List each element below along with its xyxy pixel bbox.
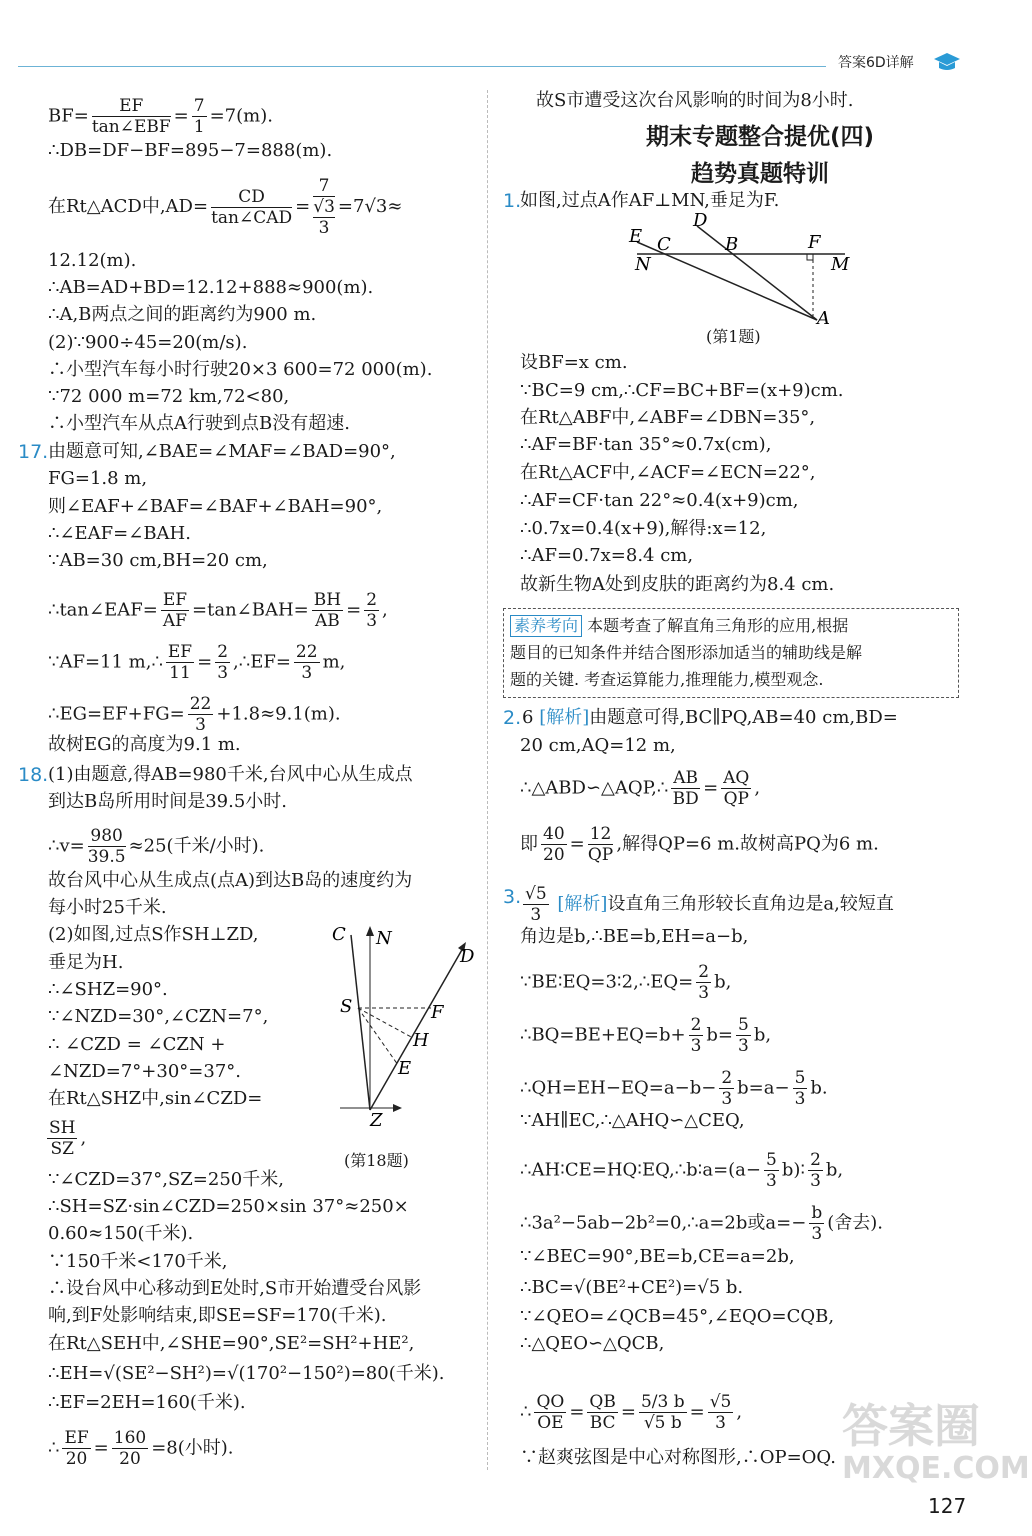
line: 0.60≈150(千米). <box>48 1223 194 1244</box>
line: ∴ $\frac{QO}{OE}$ = $\frac{QB}{BC}$ = $\frac{5/3 b}{√5 b}$ = $\frac{√5}{3}$ , <box>520 1392 743 1433</box>
figure-1 <box>625 212 855 327</box>
label-H: H <box>413 1030 429 1051</box>
line: ∴小型汽车从点A行驶到点B没有超速. <box>48 413 350 434</box>
literacy-note <box>503 608 959 698</box>
line: ∵150千米<170千米, <box>48 1251 228 1272</box>
line: ∴AB=AD+BD=12.12+888≈900(m). <box>48 277 374 298</box>
line: 故新生物A处到皮肤的距离约为8.4 cm. <box>520 574 835 595</box>
header-label: 答案6D详解 <box>838 55 914 71</box>
line: ∵AB=30 cm,BH=20 cm, <box>48 550 268 571</box>
line: ∴△QEO∽△QCB, <box>520 1333 665 1354</box>
graduation-cap-icon <box>932 50 962 74</box>
question-number: 1. <box>503 190 522 212</box>
line: ∠NZD=7°+30°=37°. <box>48 1061 241 1082</box>
line: ∵∠NZD=30°,∠CZN=7°, <box>48 1006 269 1027</box>
label-S: S <box>340 996 353 1017</box>
question-number: 18. <box>18 764 49 786</box>
line: ∴∠EAF=∠BAH. <box>48 523 191 544</box>
line: ∵BC=9 cm,∴CF=BC+BF=(x+9)cm. <box>520 380 844 401</box>
figure-1-caption: (第1题) <box>706 327 761 346</box>
note-line: 素养考向 本题考查了解直角三角形的应用,根据 <box>510 613 848 639</box>
question-number: 17. <box>18 441 49 463</box>
line: 12.12(m). <box>48 250 137 271</box>
line: ∴3a²−5ab−2b²=0,∴a=2b或a=− $\frac{b}{3}$ (舍去). <box>520 1203 883 1244</box>
line: ∴ ∠CZD = ∠CZN + <box>48 1034 226 1055</box>
label-E: E <box>629 226 643 247</box>
line: ∵BE∶EQ=3∶2,∴EQ= $\frac{2}{3}$ b, <box>520 962 732 1003</box>
line: 由题意可知,∠BAE=∠MAF=∠BAD=90°, <box>48 441 396 462</box>
line: 如图,过点A作AF⊥MN,垂足为F. <box>520 190 780 211</box>
label-E: E <box>398 1058 412 1079</box>
line: 则∠EAF+∠BAF=∠BAF+∠BAH=90°, <box>48 496 383 517</box>
label-D: D <box>460 946 475 967</box>
line: ∵72 000 m=72 km,72<80, <box>48 386 290 407</box>
line: 即 $\frac{40}{20}$ = $\frac{12}{QP}$ ,解得QP=6 m.故树高PQ为6 m. <box>520 824 879 865</box>
line: ∵AF=11 m,∴ $\frac{EF}{11}$ = $\frac{2}{3}$ ,∴EF= $\frac{22}{3}$ m, <box>48 642 346 683</box>
note-line: 题的关键. 考查运算能力,推理能力,模型观念. <box>510 670 824 689</box>
line: ∴∠SHZ=90°. <box>48 979 168 1000</box>
section-subtitle: 趋势真题特训 <box>691 161 829 187</box>
question-number: 3. <box>503 886 522 908</box>
line: ∴EH=√(SE²−SH²)=√(170²−150²)=80(千米). <box>48 1363 445 1384</box>
label-C: C <box>332 924 346 945</box>
line: ∴AH∶CE=HQ∶EQ,∴b∶a=(a− $\frac{5}{3}$ b)∶ $\frac{2}{3}$ b, <box>520 1150 844 1191</box>
page-number: 127 <box>928 1494 967 1518</box>
line: ∴SH=SZ·sin∠CZD=250×sin 37°≈250× <box>48 1196 409 1217</box>
line: ∴AF=CF·tan 22°≈0.4(x+9)cm, <box>520 490 799 511</box>
line: ∴△ABD∽△AQP,∴ $\frac{AB}{BD}$ = $\frac{AQ}{QP}$ , <box>520 768 761 809</box>
label-N: N <box>376 928 392 949</box>
line: ∴EG=EF+FG= $\frac{22}{3}$ +1.8≈9.1(m). <box>48 694 341 735</box>
label-Z: Z <box>370 1110 383 1131</box>
line: 在Rt△SHZ中,sin∠CZD= <box>48 1088 263 1109</box>
line: ∵∠CZD=37°,SZ=250千米, <box>48 1169 284 1190</box>
label-D: D <box>693 212 708 231</box>
line: 在Rt△ACF中,∠ACF=∠ECN=22°, <box>520 462 816 483</box>
header-rule <box>18 66 826 67</box>
note-line: 题目的已知条件并结合图形添加适当的辅助线是解 <box>510 643 863 662</box>
line: $\frac{SH}{SZ}$ , <box>49 1118 87 1159</box>
label-F: F <box>808 232 821 253</box>
question-number: 2. <box>503 707 522 729</box>
label-N: N <box>635 254 651 275</box>
label-F: F <box>431 1002 444 1023</box>
line: ∴BC=√(BE²+CE²)=√5 b. <box>520 1277 744 1298</box>
line: 角边是b,∴BE=b,EH=a−b, <box>520 926 749 947</box>
line: 故树EG的高度为9.1 m. <box>48 734 241 755</box>
line: ∴A,B两点之间的距离约为900 m. <box>48 304 317 325</box>
line: $\frac{√5}{3}$ [解析]设直角三角形较长直角边是a,较短直 <box>525 884 894 925</box>
label-M: M <box>831 254 850 275</box>
column-divider <box>487 90 488 1470</box>
line: (2)如图,过点S作SH⊥ZD, <box>48 924 259 945</box>
line: ∵∠BEC=90°,BE=b,CE=a=2b, <box>520 1246 795 1267</box>
line: 垂足为H. <box>48 952 124 973</box>
label-C: C <box>657 234 671 255</box>
line: 故S市遭受这次台风影响的时间为8小时. <box>536 90 854 111</box>
line: 故台风中心从生成点(点A)到达B岛的速度约为 <box>48 870 413 891</box>
line: ∵∠QEO=∠QCB=45°,∠EQO=CQB, <box>520 1306 835 1327</box>
note-badge: 素养考向 <box>510 615 582 637</box>
watermark: 答案圈 MXQE.COM <box>842 1399 1030 1486</box>
line: 到达B岛所用时间是39.5小时. <box>48 791 288 812</box>
line: 响,到F处影响结束,即SE=SF=170(千米). <box>48 1305 387 1326</box>
line: 20 cm,AQ=12 m, <box>520 735 676 756</box>
line: ∴QH=EH−EQ=a−b− $\frac{2}{3}$ b=a− $\frac{5}{3}$ b. <box>520 1068 828 1109</box>
line: 每小时25千米. <box>48 897 167 918</box>
line: 设BF=x cm. <box>520 352 628 373</box>
line: ∴BQ=BE+EQ=b+ $\frac{2}{3}$ b= $\frac{5}{3}$ b, <box>520 1015 772 1056</box>
line: ∴小型汽车每小时行驶20×3 600=72 000(m). <box>48 359 433 380</box>
line: ∴v= $\frac{980}{39.5}$ ≈25(千米/小时). <box>48 826 265 867</box>
line: ∵赵爽弦图是中心对称图形,∴OP=OQ. <box>520 1447 837 1468</box>
section-title: 期末专题整合提优(四) <box>645 124 875 150</box>
line: ∴设台风中心移动到E处时,S市开始遭受台风影 <box>48 1278 422 1299</box>
line: ∴tan∠EAF= $\frac{EF}{AF}$ =tan∠BAH= $\frac{BH}{AB}$ = $\frac{2}{3}$ , <box>48 590 388 631</box>
figure-18-caption: (第18题) <box>344 1151 409 1170</box>
label-B: B <box>725 234 739 255</box>
line: ∴EF=2EH=160(千米). <box>48 1392 246 1413</box>
line: ∴0.7x=0.4(x+9),解得:x=12, <box>520 518 767 539</box>
line: ∴ $\frac{EF}{20}$ = $\frac{160}{20}$ =8(小时). <box>48 1428 234 1469</box>
line: ∴DB=DF−BF=895−7=888(m). <box>48 140 333 161</box>
line: BF= $\frac{EF}{\text{tan∠EBF}}$ = $\frac{7}{1}$ =7(m). <box>48 96 273 137</box>
line: (1)由题意,得AB=980千米,台风中心从生成点 <box>48 764 413 785</box>
line: 在Rt△ACD中,AD= $\frac{CD}{\text{tan∠CAD}}$ = 7 √3 3 =7√3≈ <box>48 176 403 238</box>
line: ∴AF=BF·tan 35°≈0.7x(cm), <box>520 434 772 455</box>
line: (2)∵900÷45=20(m/s). <box>48 332 248 353</box>
line: 在Rt△ABF中,∠ABF=∠DBN=35°, <box>520 407 816 428</box>
line: FG=1.8 m, <box>48 468 148 489</box>
line: 在Rt△SEH中,∠SHE=90°,SE²=SH²+HE², <box>48 1333 415 1354</box>
line: 6 [解析]由题意可得,BC∥PQ,AB=40 cm,BD= <box>522 707 898 728</box>
line: ∵AH∥EC,∴△AHQ∽△CEQ, <box>520 1110 745 1131</box>
line: ∴AF=0.7x=8.4 cm, <box>520 545 694 566</box>
label-A: A <box>817 308 830 327</box>
figure-18 <box>318 920 488 1150</box>
